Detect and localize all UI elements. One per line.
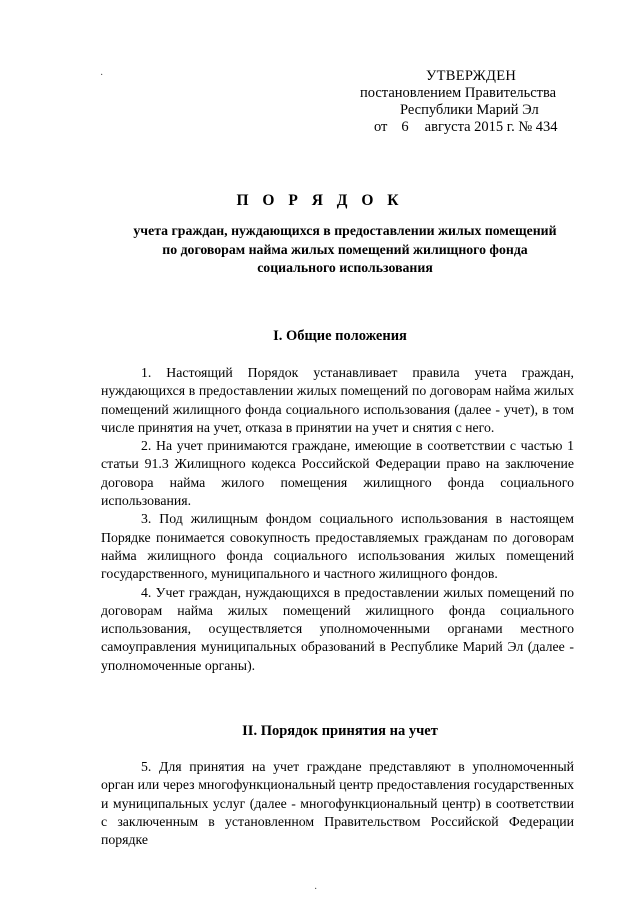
paragraph-3: 3. Под жилищным фондом социального использования в настоящем Порядке понимается совокупность предоставляемых гражданам по договорам найма жилищного фонда социального использования жилых помещений государственного, муниципального и частного жилищного фондов. [101,511,574,582]
document-title: П О Р Я Д О К [236,192,404,209]
approval-date-rest: августа 2015 г. № 434 [424,119,558,135]
section-1-body [101,364,574,675]
approval-line-decree: постановлением Правительства [360,85,557,101]
approval-title: УТВЕРЖДЕН [426,68,517,84]
section-2-body [101,758,574,849]
approval-line-date [360,119,590,136]
approval-line-republic: Республики Марий Эл [400,102,539,118]
section-2-heading: II. Порядок принятия на учет [242,723,438,739]
approval-stamp-block [360,68,590,136]
subtitle-line-3: социального использования [257,260,433,275]
paragraph-4: 4. Учет граждан, нуждающихся в предоставлении жилых помещений по договорам найма жилых помещений жилищного фонда социального использования, осуществляется уполномоченными органами местного самоуправления муниципальных образований в Республике Марий Эл (далее - уполномоченные органы). [101,584,574,673]
scan-speck: · [314,884,318,895]
paragraph-5: 5. Для принятия на учет граждане представляют в уполномоченный орган или через многофункциональный центр предоставления государственных и муниципальных услуг (далее - многофункциональный центр) в соответствии с заключенным в установленном Правительством Российской Федерации порядке [101,759,574,848]
scan-speck: · [100,70,104,81]
document-subtitle [90,222,600,278]
approval-date-day: 6 [401,119,409,135]
section-1-heading: I. Общие положения [273,328,407,344]
paragraph-1: 1. Настоящий Порядок устанавливает правила учета граждан, нуждающихся в предоставлении жилых помещений по договорам найма жилых помещений жилищного фонда социального использования (далее - учет), в том числе принятия на учет, отказа в принятии на учет и снятия с него. [101,365,574,435]
paragraph-2: 2. На учет принимаются граждане, имеющие в соответствии с частью 1 статьи 91.3 Жилищного кодекса Российской Федерации право на заключение договора найма жилого помещения жилищного фонда социального использования. [101,438,574,509]
subtitle-line-2: по договорам найма жилых помещений жилищного фонда [162,241,528,257]
approval-date-prefix: от [374,119,388,135]
subtitle-line-1: учета граждан, нуждающихся в предоставлении жилых помещений [133,223,557,238]
